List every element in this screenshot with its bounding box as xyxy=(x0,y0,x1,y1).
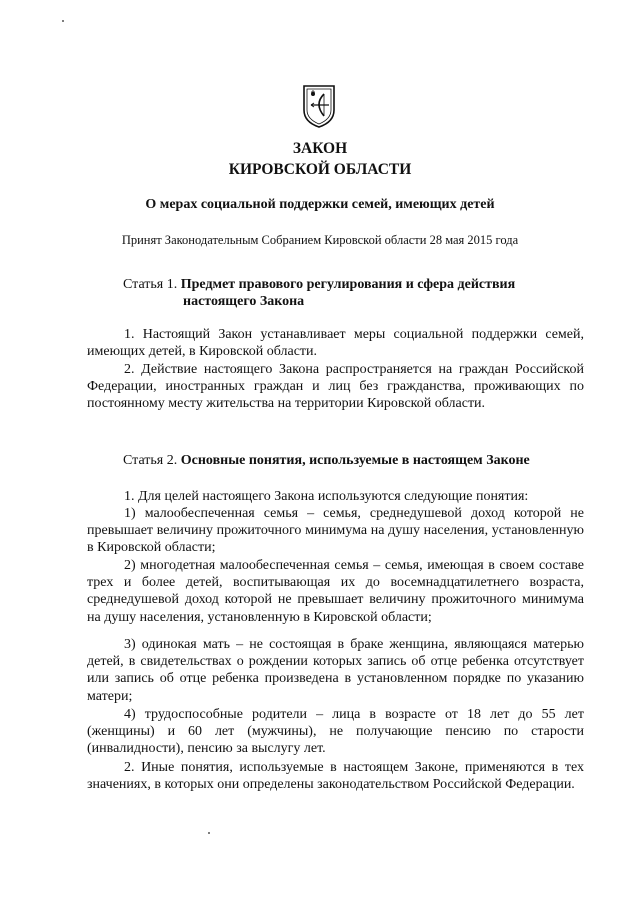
article-2-title: Основные понятия, используемые в настоящем Законе xyxy=(180,453,530,468)
kirov-oblast-coat-of-arms-icon xyxy=(302,84,336,128)
article-1-paragraph: 1. Настоящий Закон устанавливает меры социальной поддержки семей, имеющих детей, в Кировской области. xyxy=(87,327,584,360)
scan-speck xyxy=(208,832,210,834)
article-2-paragraph: 4) трудоспособные родители – лица в возрасте от 18 лет до 55 лет (женщины) и 60 лет (мужчины), не получающие пенсию по старости (инвалидности), пенсию за выслугу лет. xyxy=(87,707,584,757)
adoption-note: Принят Законодательным Собранием Кировской области 28 мая 2015 года xyxy=(121,233,519,247)
law-title: ЗАКОН xyxy=(292,140,348,157)
article-1-title: Предмет правового регулирования и сфера действия xyxy=(180,277,516,292)
article-2-paragraph: 1. Для целей настоящего Закона используются следующие понятия: xyxy=(124,489,529,504)
law-region: КИРОВСКОЙ ОБЛАСТИ xyxy=(228,161,412,178)
article-2-heading xyxy=(123,452,530,470)
article-1-paragraph: 2. Действие настоящего Закона распространяется на граждан Российской Федерации, иностранных граждан и лиц без гражданства, проживающих по постоянному месту жительства на территории Кировской области. xyxy=(87,362,584,412)
article-2-paragraph: 2) многодетная малообеспеченная семья – семья, имеющая в своем составе трех и более детей, воспитывающая их до восемнадцатилетнего возраста, среднедушевой доход которой не превышает величину прожиточного минимума на душу населения, установленную в Кировской области; xyxy=(87,558,584,625)
article-1-heading xyxy=(123,276,515,294)
article-2-paragraph: 1) малообеспеченная семья – семья, среднедушевой доход которой не превышает величину прожиточного минимума на душу населения, установленную в Кировской области; xyxy=(87,506,584,556)
article-1-title-continued: настоящего Закона xyxy=(183,294,305,309)
article-2-paragraph: 2. Иные понятия, используемые в настоящем Законе, применяются в тех значениях, в которых они определены законодательством Российской Федерации. xyxy=(87,760,584,793)
article-1-number: Статья 1. xyxy=(123,277,178,292)
scan-speck xyxy=(62,20,64,22)
article-2-number: Статья 2. xyxy=(123,453,178,468)
article-2-paragraph: 3) одинокая мать – не состоящая в браке женщина, являющаяся матерью детей, в свидетельствах о рождении которых запись об отце ребенка отсутствует или запись об отце ребенка произведена в установленном порядке по указанию матери; xyxy=(87,637,584,704)
law-name: О мерах социальной поддержки семей, имеющих детей xyxy=(145,197,495,212)
